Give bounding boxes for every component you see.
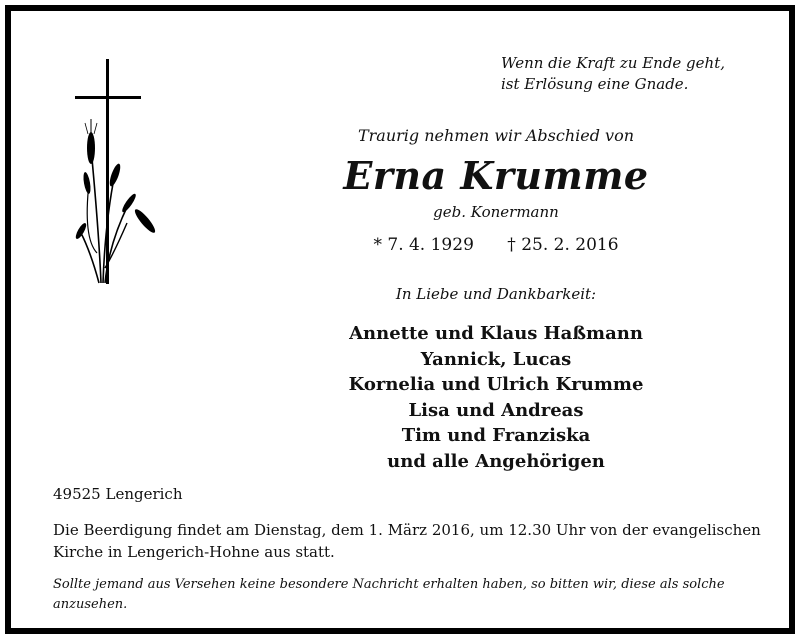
death-date: † 25. 2. 2016 — [507, 235, 619, 255]
note-line-1: Sollte jemand aus Versehen keine besondere Nachricht erhalten haben, so bitten wir, diese als solche — [53, 577, 725, 592]
family-member: Yannick, Lucas — [420, 348, 572, 370]
family-member: Annette und Klaus Haßmann — [349, 323, 643, 344]
birth-date: * 7. 4. 1929 — [373, 235, 474, 255]
funeral-line-1: Die Beerdigung findet am Dienstag, dem 1. März 2016, um 12.30 Uhr von der evangelischen — [53, 521, 761, 539]
birth-name: geb. Konermann — [433, 203, 559, 221]
memorial-quote — [501, 53, 725, 95]
place-text: 49525 Lengerich — [53, 485, 183, 503]
deceased-name: Erna Krumme — [343, 153, 649, 198]
funeral-notice — [53, 519, 775, 563]
family-member: Tim und Franziska — [401, 425, 591, 446]
life-dates — [301, 235, 691, 255]
funeral-line-2: Kirche in Lengerich-Hohne aus statt. — [53, 543, 335, 561]
quote-line-1: Wenn die Kraft zu Ende geht, — [501, 54, 725, 72]
note-line-2: anzusehen. — [53, 597, 128, 612]
obituary-frame — [5, 5, 795, 634]
intro-text: Traurig nehmen wir Abschied von — [357, 126, 635, 145]
family-member: Kornelia und Ulrich Krumme — [348, 374, 644, 395]
family-list — [301, 321, 691, 474]
notification-note — [53, 575, 775, 615]
thanks-text: In Liebe und Dankbarkeit: — [395, 285, 597, 303]
family-member: und alle Angehörigen — [387, 450, 605, 472]
family-member: Lisa und Andreas — [408, 399, 584, 421]
quote-line-2: ist Erlösung eine Gnade. — [501, 75, 689, 93]
cross-with-wheat-icon — [69, 53, 169, 293]
